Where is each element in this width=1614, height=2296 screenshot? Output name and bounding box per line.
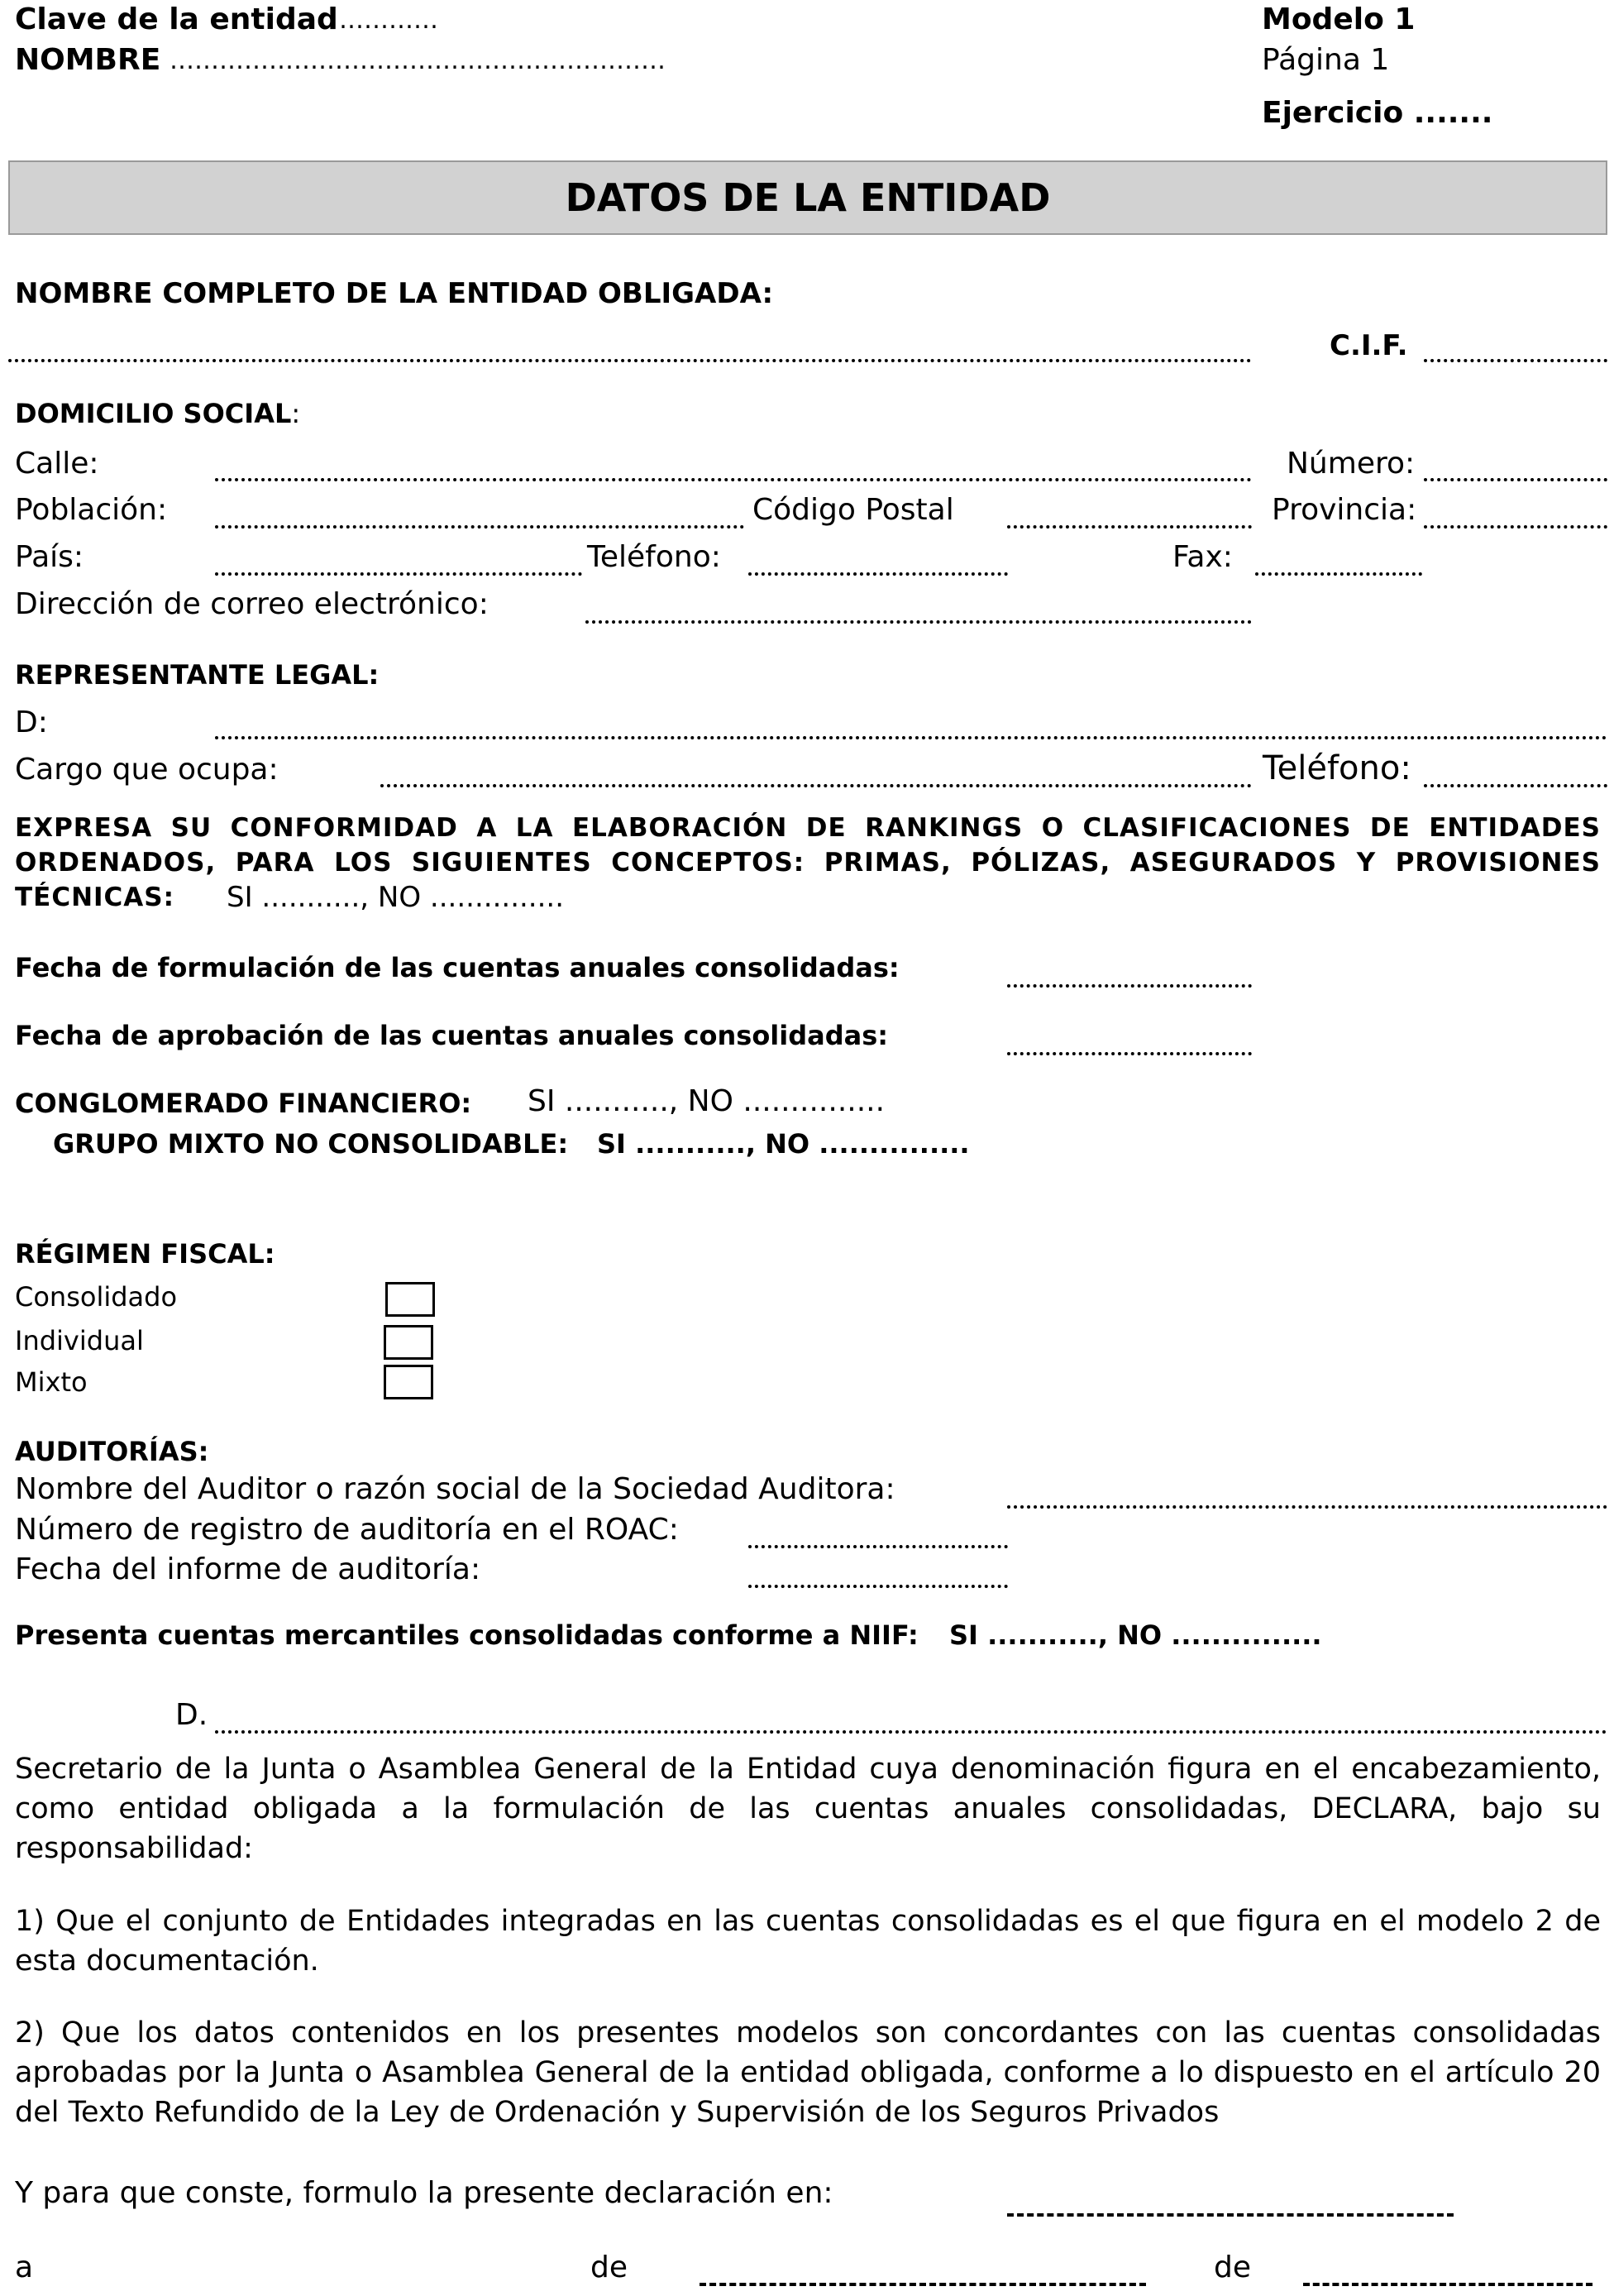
poblacion-field[interactable] bbox=[215, 525, 744, 529]
declaracion-parrafo-3: 2) Que los datos contenidos en los presentes modelos son concordantes con las cuentas consolidadas aprobadas por la Junta o Asamblea General de la entidad obligada, conforme a lo dispuesto en el artículo 20 del Texto Refundido de la Ley de Ordenación y Supervisión de los Seguros Privados bbox=[15, 2016, 1601, 2129]
regimen-option-consolidado: Consolidado bbox=[15, 1281, 178, 1313]
representante-d-label: D: bbox=[15, 706, 48, 739]
telefono-label: Teléfono: bbox=[587, 540, 721, 574]
numero-label: Número: bbox=[1287, 447, 1416, 481]
cargo-field[interactable] bbox=[380, 784, 1252, 787]
codigo-postal-field[interactable] bbox=[1007, 525, 1252, 529]
checkbox-consolidado[interactable] bbox=[385, 1282, 435, 1317]
fecha-de-label-2: de bbox=[1214, 2251, 1251, 2284]
calle-label: Calle: bbox=[15, 447, 99, 481]
mes-field[interactable] bbox=[700, 2283, 1146, 2286]
representante-telefono-field[interactable] bbox=[1424, 784, 1607, 787]
nombre-completo-label: NOMBRE COMPLETO DE LA ENTIDAD OBLIGADA: bbox=[15, 277, 774, 310]
declaracion-d-label: D. bbox=[175, 1698, 208, 1732]
title-banner bbox=[8, 160, 1607, 235]
declaracion-parrafo-1: Secretario de la Junta o Asamblea General de la Entidad cuya denominación figura en el encabezamiento, como entidad obligada a la formulación de las cuentas anuales consolidadas, DECLARA, bajo su responsabilidad: bbox=[15, 1753, 1601, 1865]
nombre-dots[interactable]: …………………………………………………… bbox=[170, 46, 666, 75]
conglomerado-label: CONGLOMERADO FINANCIERO: bbox=[15, 1088, 472, 1119]
cif-field[interactable] bbox=[1424, 359, 1607, 362]
checkbox-individual[interactable] bbox=[384, 1325, 433, 1360]
regimen-option-mixto: Mixto bbox=[15, 1366, 88, 1398]
conste-label: Y para que conste, formulo la presente declaración en: bbox=[15, 2176, 833, 2210]
representante-heading: REPRESENTANTE LEGAL: bbox=[15, 659, 380, 691]
pais-field[interactable] bbox=[215, 572, 582, 576]
grupo-mixto-label: GRUPO MIXTO NO CONSOLIDABLE: bbox=[53, 1128, 569, 1160]
pagina-label: Página 1 bbox=[1262, 43, 1390, 77]
modelo-label: Modelo 1 bbox=[1262, 2, 1416, 36]
email-field[interactable] bbox=[585, 620, 1252, 624]
checkbox-mixto[interactable] bbox=[384, 1365, 433, 1399]
numero-field[interactable] bbox=[1424, 478, 1607, 481]
calle-field[interactable] bbox=[215, 478, 1252, 481]
declaracion-parrafo-2: 1) Que el conjunto de Entidades integradas en las cuentas consolidadas es el que figura en el modelo 2 de esta documentación. bbox=[15, 1905, 1601, 1978]
fecha-a-label: a bbox=[15, 2251, 34, 2284]
poblacion-label: Población: bbox=[15, 493, 168, 527]
representante-telefono-label: Teléfono: bbox=[1263, 749, 1411, 787]
lugar-field[interactable] bbox=[1007, 2213, 1454, 2217]
provincia-field[interactable] bbox=[1424, 525, 1607, 529]
fecha-formulacion-field[interactable] bbox=[1007, 984, 1252, 988]
representante-d-field[interactable] bbox=[215, 736, 1607, 739]
rankings-tecnicas: TÉCNICAS: bbox=[15, 883, 175, 912]
fecha-informe-field[interactable] bbox=[748, 1585, 1008, 1588]
fax-field[interactable] bbox=[1255, 572, 1422, 576]
grupo-mixto-si-no[interactable]: SI ..........., NO ............... bbox=[597, 1128, 970, 1160]
fecha-informe-label: Fecha del informe de auditoría: bbox=[15, 1552, 481, 1586]
cargo-label: Cargo que ocupa: bbox=[15, 753, 279, 787]
codigo-postal-label: Código Postal bbox=[752, 493, 954, 527]
nombre-completo-field[interactable] bbox=[8, 359, 1252, 362]
anio-field[interactable] bbox=[1303, 2283, 1593, 2286]
roac-field[interactable] bbox=[748, 1545, 1008, 1548]
provincia-label: Provincia: bbox=[1272, 493, 1417, 527]
roac-label: Número de registro de auditoría en el ROAC: bbox=[15, 1513, 679, 1547]
niif-label: Presenta cuentas mercantiles consolidadas conforme a NIIF: bbox=[15, 1619, 919, 1651]
declaracion-d-field[interactable] bbox=[215, 1730, 1607, 1734]
conglomerado-si-no[interactable]: SI ..........., NO ............... bbox=[528, 1084, 886, 1118]
fecha-formulacion-label: Fecha de formulación de las cuentas anuales consolidadas: bbox=[15, 952, 900, 983]
fecha-aprobacion-field[interactable] bbox=[1007, 1052, 1252, 1055]
rankings-si-no[interactable]: SI ..........., NO ............... bbox=[227, 881, 565, 914]
regimen-heading: RÉGIMEN FISCAL: bbox=[15, 1238, 275, 1270]
clave-label: Clave de la entidad bbox=[15, 2, 338, 36]
pais-label: País: bbox=[15, 540, 84, 574]
ejercicio-label: Ejercicio ....... bbox=[1262, 96, 1493, 130]
fecha-de-label-1: de bbox=[590, 2251, 628, 2284]
domicilio-heading: DOMICILIO SOCIAL: bbox=[15, 398, 301, 429]
page-title: DATOS DE LA ENTIDAD bbox=[565, 175, 1051, 220]
auditorias-heading: AUDITORÍAS: bbox=[15, 1436, 209, 1467]
auditor-field[interactable] bbox=[1007, 1505, 1607, 1509]
nombre-label: NOMBRE bbox=[15, 43, 161, 77]
clave-dots[interactable]: ………… bbox=[339, 6, 438, 35]
auditor-label: Nombre del Auditor o razón social de la Sociedad Auditora: bbox=[15, 1472, 895, 1506]
email-label: Dirección de correo electrónico: bbox=[15, 587, 489, 621]
fax-label: Fax: bbox=[1172, 540, 1233, 574]
rankings-text: EXPRESA SU CONFORMIDAD A LA ELABORACIÓN DE RANKINGS O CLASIFICACIONES DE ENTIDADES ORDENADOS, PARA LOS SIGUIENTES CONCEPTOS: PRIMAS, PÓLIZAS, ASEGURADOS Y PROVISIONES bbox=[15, 813, 1601, 878]
regimen-option-individual: Individual bbox=[15, 1325, 144, 1356]
telefono-field[interactable] bbox=[748, 572, 1008, 576]
fecha-aprobacion-label: Fecha de aprobación de las cuentas anuales consolidadas: bbox=[15, 1020, 889, 1051]
cif-label: C.I.F. bbox=[1330, 329, 1408, 362]
niif-si-no[interactable]: SI ..........., NO ............... bbox=[949, 1619, 1322, 1651]
